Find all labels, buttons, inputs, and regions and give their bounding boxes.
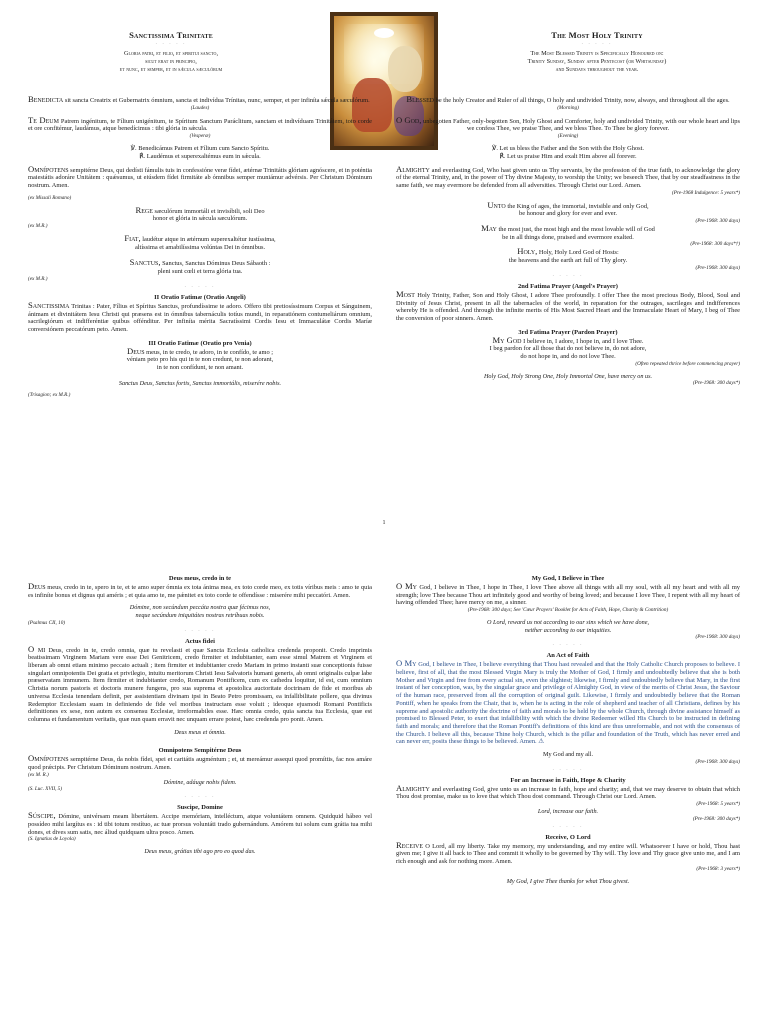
dropcap: Omnípotens	[28, 163, 69, 174]
response: ℟. Let us praise Him and exalt Him above all forever.	[499, 152, 637, 160]
psalm-line: Dómine, non secúndum peccáta nostra quæ fécimus nos,	[129, 604, 271, 612]
prayer-line: sæculórum immortáli et invisíbili, soli Deo	[152, 207, 265, 215]
prayer-text: unbegotten Father, only-begotten Son, Holy Ghost and Comforter, holy and undivided Trinity, with our whole heart and lips we confess Thee, we praise Thee, and we bless Thee. To Thee be glory forever.	[421, 117, 740, 133]
dropcap: Unto	[487, 199, 506, 210]
dropcap: Almighty	[396, 163, 430, 174]
indulgence-note: (Pre-1968: 300 days*†)	[690, 241, 740, 248]
benedicta-prayer	[28, 96, 372, 105]
short-prayer: Lord, increase our faith.	[537, 808, 599, 816]
divider: · · · · ·	[552, 273, 584, 279]
indulgence-note: (Pre-1968 Indulgence: 5 years*)	[672, 189, 740, 196]
indulgence-note: (Pre-1968: 300 days)	[695, 218, 740, 225]
prayer-line: laudétur atque in ætérnum superexaltétur iustíssima,	[140, 236, 276, 244]
dropcap: Fiat,	[124, 233, 141, 244]
divider: · · · · ·	[184, 628, 216, 634]
short-prayer: Dómine, adáuge nobis fidem.	[163, 778, 237, 786]
prayer-line: be honour and glory for ever and ever.	[519, 210, 617, 218]
section-title: Suscipe, Domine	[177, 804, 223, 812]
prayer-text: God, I believe in Thee, I hope in Thee, I love Thee above all things with all my soul, with all my heart and with all my strength; love Thee because Thou art infinitely good and worthy of being loved; and because I love Thee, I repent with all my heart of having offended Thee; have mercy on me, a sinner.	[396, 584, 740, 607]
prayer-line: I believe in, I adore, I hope in, and I love Thee.	[521, 337, 644, 345]
prayer-line: do not hope in, and do not love Thee.	[520, 353, 616, 361]
indulgence-note: (Pre-1968: 5 years*)	[696, 801, 740, 808]
trisagion: Sanctus Deus, Sanctus fortis, Sanctus immortális, miserére nobis.	[118, 379, 282, 387]
header-left	[0, 30, 384, 74]
short-prayer: My God, I give Thee thanks for what Thou givest.	[506, 877, 630, 885]
section-title: II Oratio Fatimæ (Oratio Angeli)	[154, 293, 246, 301]
dropcap: O My	[396, 658, 417, 669]
english-title: The Most Holy Trinity	[551, 30, 643, 40]
page1-body	[0, 96, 768, 399]
prayer-line: altíssima et amabilíssima volúntas Dei in ómnibus.	[134, 243, 266, 251]
dropcap: Deus	[28, 581, 46, 591]
honoured-line-2: Trinity Sunday, Sunday after Pentecost (or Whitsunday)	[527, 58, 667, 65]
dropcap: O God,	[396, 114, 422, 125]
holy-prayer	[396, 248, 740, 257]
prayer-line: meus, in te credo, te adoro, in te confído, te amo ;	[144, 348, 274, 356]
dropcap: Blessed	[406, 96, 435, 104]
gloria-line-3: et nunc, et semper, et in sǽcula sæculórum	[119, 66, 223, 73]
prayer-line: the King of ages, the immortal, invisible and only God,	[505, 202, 649, 210]
fiat-prayer	[28, 235, 372, 244]
divider: · · · · ·	[581, 42, 613, 47]
prayer-line: I beg pardon for all those that do not believe in, do not adore,	[489, 345, 647, 353]
psalm-line: neither according to our iniquities.	[524, 626, 612, 634]
dropcap: O My	[396, 581, 418, 591]
indulgence-note: (Pre-1968: 300 days; See 'Cœur Prayers' Booklet for Acts of Faith, Hope, Charity & Contrition)	[467, 607, 669, 614]
page1-english-column	[384, 96, 768, 399]
source-attribution: (ex M.R.)	[28, 275, 48, 282]
versicle: ℣. Benedicámus Patrem et Fílium cum Sancto Spíritu.	[130, 145, 270, 153]
dropcap: Súscipe,	[28, 810, 56, 821]
prayer-label: (Vesperæ)	[189, 133, 211, 140]
prayer-line: the heavens and the earth art full of Thy glory.	[508, 257, 628, 265]
dropcap: My God	[492, 334, 522, 345]
page2-latin-column	[0, 574, 384, 885]
prayer-note: (Often repeated thrice before commencing prayer)	[635, 360, 740, 367]
source-attribution: (ex Missali Romano)	[28, 194, 72, 201]
dropcap: Benedicta	[28, 96, 64, 104]
dropcap: Te Deum	[28, 114, 59, 125]
prayer-line: pleni sunt cœli et terra glória tua.	[157, 268, 243, 276]
prayer-text: meus, credo in te, spero in te, et te amo super ómnia ex tota ánima mea, ex toto corde meo, ex totis víribus meis : amo te quia es infiníte bonus et dignus qui améris ; et quia amo te, me pǽnitet ex toto corde te offendísse : miserére mihi peccatóri. Amen.	[28, 584, 372, 599]
dropcap: O mi	[28, 643, 46, 654]
section-title: Omnipotens Sempitérne Deus	[158, 747, 242, 755]
page2-english-column	[384, 574, 768, 885]
fatima2-prayer	[396, 288, 740, 323]
prayer-line: Holy, Holy Lord God of Hosts:	[537, 249, 619, 257]
deus-meus-prayer	[28, 583, 372, 599]
dropcap: Almighty	[396, 782, 430, 793]
versicle: ℣. Let us bless the Father and the Son with the Holy Ghost.	[491, 145, 645, 153]
section-title: 3rd Fatima Prayer (Pardon Prayer)	[518, 328, 618, 336]
actus-fidei-prayer	[28, 643, 372, 724]
dropcap: Deus	[126, 345, 145, 356]
header-row	[0, 30, 768, 74]
source-attribution: (Psalmus CII, 10)	[28, 619, 66, 626]
dropcap: Receive	[396, 839, 424, 850]
almighty-prayer	[396, 163, 740, 190]
source-attribution: (ex M. R.)	[28, 771, 49, 778]
section-title: Actus fidei	[185, 637, 215, 645]
page2-body	[0, 574, 768, 885]
latin-title: Sanctissima Trinitate	[129, 30, 213, 40]
prayer-line: the most just, the most high and the most lovable will of God	[496, 226, 655, 234]
prayer-line: in te non confídunt, te non amant.	[156, 364, 244, 372]
indulgence-note: (Pre-1968: 300 days)	[695, 634, 740, 641]
divider: · · · · ·	[155, 42, 187, 47]
prayer-text: O Lord, all my liberty. Take my memory, my understanding, and my entire will. Whatsoever I have or hold, Thou hast given me; I give it all back to Thee and commit it wholly to be governed by Thy will. Thy love and Thy grace give unto me, and I am rich enough and ask for nothing more. Amen.	[396, 842, 740, 866]
prayer-label: (Evening)	[557, 133, 579, 140]
indulgence-note: (Pre-1968: 300 days*)	[692, 380, 740, 387]
prayer-ending: Deus meus et ómnia.	[174, 728, 226, 736]
divider: · · · · ·	[184, 795, 216, 801]
prayer-text: Deus, credo in te, credo omnia, quæ tu revelasti et quæ Sancta Ecclesia catholica credenda proponit. Credo imprimis beatissimam Virginem Mariam vere esse Dei Genitricem, credo firmiter et indubitanter, eam esse simul Matrem et Virginem et liberam ab omni etiam minimo peccato actuali ; item firmiter et indubitanter credo Mariam in primo instanti suæ conceptionis fuisse singulari omnipotentis Dei gratia et privilegio, intuitu meritorum Christi Iesu Salvatoris humani generis, ab omni originalis culpæ labe præservatam immunem. Item firmiter et indubitanter credo, Romanum Pontificem, cum ex cathedra loquitur, id est, cum omnium Christia norum pastoris et doctoris munere fungens, pro sua suprema et apostolica auctoritate doctrinam de fide et moribus ab universa Ecclesia tenendam definit, per assistentiam divinam ipsi in Beato Petro promissam, ea infallibilitate pollere, qua divinus Redemptor Ecclesiam suam in definiendo de fide vel moribus instructam esse voluit ; ideoque ejusmodi Romani Pontificis definitiones ex sese, non autem ex consensu Ecclesiæ, irreformabiles esse. Hæc omnia credo, quia sancta tua Ecclesia, quæ est columna et fundamentum veritatis, quæ nun quam erravit nec unquam errare potest, hæc credenda pro ponit. Amen.	[28, 646, 372, 723]
dropcap: Holy,	[517, 246, 538, 257]
prayer-ending: My God and my all.	[542, 751, 593, 759]
trisagion: Holy God, Holy Strong One, Holy Immortal One, have mercy on us.	[483, 372, 653, 380]
unto-prayer	[396, 199, 740, 211]
prayer-text: be the holy Creator and Ruler of all things, O holy and undivided Trinity, now, always, and throughout all the ages.	[434, 97, 730, 104]
prayer-line: honor et glória in sǽcula sæculórum.	[152, 215, 248, 223]
prayer-label: (Laudes)	[190, 104, 210, 111]
divider: · · · · ·	[184, 738, 216, 744]
dropcap: Most	[396, 288, 415, 299]
psalm-line: O Lord, reward us not according to our sins which we have done,	[486, 619, 649, 627]
o-god-prayer	[396, 114, 740, 133]
dropcap: May	[481, 223, 497, 234]
prayer-text: God, I believe in Thee, I believe everything that Thou hast revealed and that the Holy Catholic Church proposes to believe. I believe, first of all, that the most Blessed Virgin Mary is truly the Mother of God, I firmly and undoubtedly believe that she is both Mother and Virgin and free from every actual sin, even the slightest; likewise, I firmly and undoubtedly believe that Mary, in the first instant of her conception, was, by the singular grace and privilege of Almighty God, in view of the merits of Christ Jesus, the Saviour of the human race, preserved from all the corruption of original guilt. Likewise, I firmly and undoubtedly believe that the Roman Pontiff, when he speaks from the Chair, that is, when he is acting in the role of shepherd and teacher of all Christians, defines by his supreme and apostolic authority the doctrine of faith and morals to be held by the whole Church, through divine assistance himself as promised to Blessed Peter, to exert that infallibility with which the divine Redeemer willed His Church to be instructed in defining faith and morals; and therefore that the Roman Pontiff's definitions of this kind are thus unreformable, and not with the consensus of the Church. I believe all this, because Thine holy Church, which is the pillar and foundation of the Truth, which has never erred and can never err, posits these things to be believed. Amen. ⚠	[396, 661, 740, 746]
my-god-prayer	[396, 583, 740, 607]
prayer-text: sempitérne Deus, qui dedísti fámulis tuis in confessióne veræ fídei, ætérnæ Trinitátis glóriam agnóscere, et in poténtia maiestátis adoráre Unitátem : quǽsumus, ut eiúsdem fídei firmitáte ab ómnibus semper muniámur advérsis. Per Christum Dóminum nostrum. Amen.	[28, 166, 372, 189]
prayer-text: sempitérne Deus, da nobis fídei, spei et caritátis augméntum ; et, ut mereámur assequi quod promíttis, fac nos amáre quod prǽcipis. Per Christum Dóminum nostrum. Amen.	[28, 756, 372, 771]
gloria-line-1: Gloria patri, et filio, et spiritui sancto,	[123, 50, 219, 57]
indulgence-note: (Pre-1968: 300 days*)	[692, 815, 740, 822]
divider: · · · · ·	[184, 284, 216, 290]
prayer-text: and everlasting God, give unto us an increase in faith, hope and charity; and, that we may deserve to obtain that which Thou dost promise, make us to love that which Thou dost command. Through Christ our Lord. Amen.	[396, 785, 740, 801]
honoured-line-3: and Sundays throughout the year.	[555, 66, 639, 73]
indulgence-note: (Pre-1968: 300 days)	[695, 264, 740, 271]
omnipotens-prayer	[28, 755, 372, 771]
omnipotens-prayer	[28, 163, 372, 190]
section-title: Receive, O Lord	[545, 833, 591, 841]
divider: · · · · ·	[552, 643, 584, 649]
prayer-line: be in all things done, praised and evermore exalted.	[502, 233, 634, 241]
indulgence-note: (Pre-1968: 300 days)	[695, 758, 740, 765]
may-prayer	[396, 225, 740, 234]
increase-prayer	[396, 782, 740, 801]
indulgence-note: (Pre-1968: 3 years*)	[696, 865, 740, 872]
dropcap: Omnípotens	[28, 753, 69, 764]
blessed-prayer	[396, 96, 740, 105]
section-title: An Act of Faith	[546, 652, 590, 660]
prayer-line: Sanctus, Sanctus Dóminus Deus Sábaoth :	[160, 260, 271, 268]
dropcap: Sanctus,	[129, 257, 161, 268]
rege-prayer	[28, 204, 372, 216]
source-attribution: (Trisagion; ex M.R.)	[28, 392, 71, 399]
suscipe-prayer	[28, 812, 372, 836]
act-of-faith-prayer	[396, 660, 740, 746]
fatima3-prayer	[28, 345, 372, 357]
dropcap: Sanctissima	[28, 299, 70, 310]
section-title: Deus meus, credo in te	[168, 575, 232, 582]
prayer-text: sit sancta Creatrix et Gubernatrix ómnium, sancta et indivídua Trínitas, nunc, semper, et per infiníta sǽcula sæculórum.	[63, 97, 370, 104]
gloria-line-2: sicut erat in principio,	[145, 58, 197, 65]
honoured-line-1: The Most Blessed Trinity is Specifically Honoured on:	[530, 50, 664, 57]
fatima3-prayer	[396, 334, 740, 346]
receive-prayer	[396, 839, 740, 866]
psalm-line: neque secúndum iniquitátes nostras retríbuas nobis.	[135, 612, 265, 619]
header-right	[384, 30, 768, 74]
response: ℟. Laudémus et superexaltémus eum in sǽcula.	[139, 152, 261, 160]
section-title: My God, I Believe in Thee	[531, 575, 605, 582]
prayer-label: (Morning)	[557, 104, 579, 111]
source-attribution: (S. Ignatius de Loyola)	[28, 836, 76, 843]
prayer-line: véniam peto pro his qui in te non credunt, te non adorant,	[126, 356, 274, 364]
page-number: 1	[382, 520, 386, 526]
sanctus-prayer	[28, 259, 372, 268]
divider: · · · · ·	[552, 824, 584, 830]
prayer-text: Trinitas : Pater, Fílius et Spíritus Sanctus, profundíssime te adoro. Offero tibi pretiosíssimum Corpus et Sánguinem, ánimam et divinitátem Iesu Christi qui præsens est in ómnibus tabernáculis totíus mundi, in reparatiónem contumeliárum omnium, sacrilegiórum et indifferéntiæ quibus offénditur. Per infiníta mérita Sacratíssimi Cordis Iesu et Immaculátæ Cordis Maríæ conversiónem peccatórum peto. Amen.	[28, 302, 372, 333]
prayer-text: Dómine, univérsam meam libertátem. Accipe memóriam, intelléctum, atque voluntátem omnem. Quidquid hábeo vel possídeo mihi largítus es : id tibi totum restítuo, ac tuæ prorsus voluntáti trado gubernándum. Amórem tui solum cum grátia tua mihi dones, et dives sum satis, nec áliud quidquam ultra posco. Amen.	[28, 813, 372, 836]
section-title: III Oratio Fatimæ (Oratio pro Venia)	[148, 339, 252, 347]
short-prayer: Deus meus, grátias tibi ago pro eo quod das.	[144, 848, 256, 856]
section-title: 2nd Fatima Prayer (Angel's Prayer)	[518, 282, 618, 290]
te-deum-prayer	[28, 114, 372, 133]
divider: · · · · ·	[552, 767, 584, 773]
prayer-text: and everlasting God, Who hast given unto us Thy servants, by the profession of the true faith, to acknowledge the glory of the eternal Trinity, and, in the power of Thy divine Majesty, to worship the Unity; we beseech Thee, that by our steadfastness in the same faith, we may evermore be defended from all adversities. Through Christ our Lord. Amen.	[396, 166, 740, 189]
source-attribution: (S. Luc. XVII, 5)	[28, 786, 62, 793]
section-title: For an Increase in Faith, Hope & Charity	[510, 776, 626, 784]
dropcap: Rege	[135, 204, 153, 215]
page1-latin-column	[0, 96, 384, 399]
fatima2-prayer	[28, 299, 372, 334]
source-attribution: (ex M.R.)	[28, 223, 48, 230]
prayer-text: Patrem ingénitum, te Fílium unigénitum, te Spíritum Sanctum Paráclitum, sanctam et indivíduam Trinitátem, toto corde et ore confitémur, laudámus, atque benedícimus : tibi glória in sǽcula.	[28, 117, 372, 133]
prayer-text: Holy Trinity, Father, Son and Holy Ghost, I adore Thee profoundly. I offer Thee the most precious Body, Blood, Soul and Divinity of Jesus Christ, present in all the tabernacles of the world, in reparation for the outrages, sacrileges and indifferences whereby He is offended. And through the infinite merits of His Most Sacred Heart and the Immaculate Heart of Mary, I beg of Thee the conversion of poor sinners. Amen.	[396, 291, 740, 322]
